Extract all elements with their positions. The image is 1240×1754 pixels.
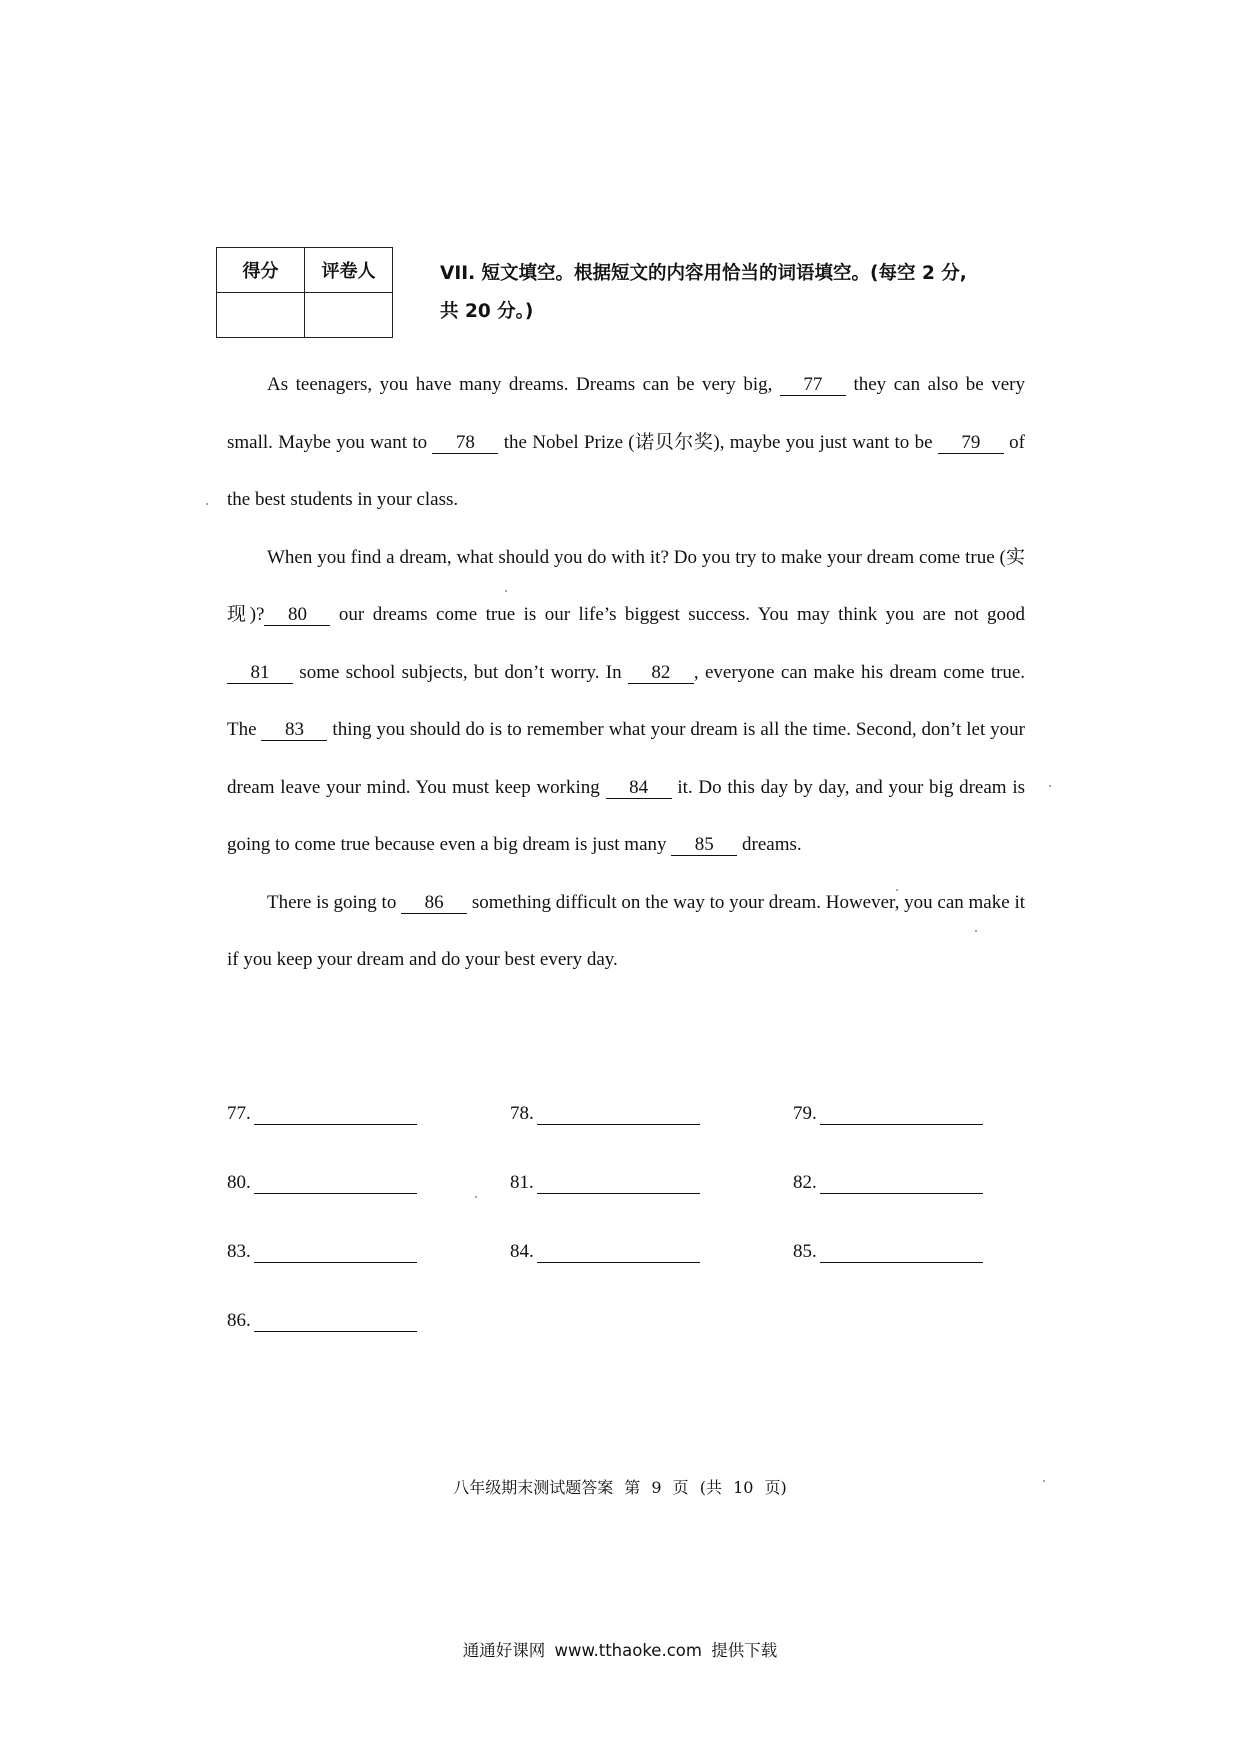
answer-line[interactable]	[537, 1105, 700, 1125]
scan-speck	[475, 1196, 477, 1198]
answer-item-85	[793, 1238, 1027, 1263]
answer-number: 82.	[793, 1172, 817, 1193]
answer-item-82	[793, 1169, 1027, 1194]
score-header: 得分	[217, 248, 305, 293]
grader-header: 评卷人	[305, 248, 393, 293]
blank-86: 86	[401, 893, 467, 914]
section-heading-line1: VII. 短文填空。根据短文的内容用恰当的词语填空。(每空 2 分,	[440, 263, 967, 284]
answer-number: 81.	[510, 1172, 534, 1193]
passage-text: , everyone can make his dream come true. The	[227, 661, 1026, 740]
passage	[227, 356, 1025, 989]
answer-number: 79.	[793, 1103, 817, 1124]
passage-text: they can also be very small. Maybe you want to	[227, 374, 1025, 453]
passage-text: There is going to	[267, 891, 402, 913]
blank-84: 84	[606, 778, 672, 799]
blank-78: 78	[432, 433, 498, 454]
passage-paragraph-1	[227, 356, 1025, 529]
answer-item-86	[227, 1307, 510, 1332]
answer-number: 77.	[227, 1103, 251, 1124]
blank-85: 85	[671, 835, 737, 856]
blank-77: 77	[780, 375, 846, 396]
passage-text: our dreams come true is our life’s biggest success. You may think you are not good	[330, 604, 1026, 625]
section-heading	[440, 255, 1010, 331]
answer-line[interactable]	[254, 1174, 417, 1194]
answer-item-84	[510, 1238, 793, 1263]
answer-line[interactable]	[820, 1105, 983, 1125]
scan-speck	[206, 503, 208, 505]
answer-item-83	[227, 1238, 510, 1263]
answer-item-77	[227, 1100, 510, 1125]
answer-number: 86.	[227, 1310, 251, 1331]
scan-speck	[896, 889, 898, 891]
page-footer: 八年级期末测试题答案 第 9 页 (共 10 页)	[453, 1478, 787, 1497]
answer-item-81	[510, 1169, 793, 1194]
answer-line[interactable]	[820, 1243, 983, 1263]
passage-paragraph-3	[227, 874, 1025, 989]
answer-grid	[227, 1100, 1027, 1332]
scan-speck	[1043, 1480, 1045, 1482]
score-cell[interactable]	[217, 293, 305, 338]
passage-paragraph-2	[227, 529, 1025, 874]
passage-text: dreams.	[737, 834, 802, 855]
scan-speck	[975, 930, 977, 932]
passage-text: something difficult on the way to your dream. However, you can make it if you keep your dream and do your best every day.	[227, 891, 1025, 970]
answer-number: 83.	[227, 1241, 251, 1262]
passage-text: When you find a dream, what should you do with it? Do you try to make your dream come true (实现)?	[227, 546, 1025, 625]
section-heading-line2: 共 20 分。)	[440, 301, 534, 322]
score-table	[216, 247, 393, 338]
answer-line[interactable]	[537, 1243, 700, 1263]
blank-82: 82	[628, 663, 694, 684]
answer-number: 78.	[510, 1103, 534, 1124]
passage-text: As teenagers, you have many dreams. Dreams can be very big,	[267, 374, 780, 395]
answer-number: 85.	[793, 1241, 817, 1262]
answer-line[interactable]	[254, 1105, 417, 1125]
blank-79: 79	[938, 433, 1004, 454]
grader-cell[interactable]	[305, 293, 393, 338]
answer-item-79	[793, 1100, 1027, 1125]
source-line: 通通好课网 www.tthaoke.com 提供下载	[462, 1641, 778, 1660]
passage-text: thing you should do is to remember what your dream is all the time. Second, don’t let your dream leave your mind. You must keep working	[227, 719, 1025, 798]
passage-text: some school subjects, but don’t worry. In	[293, 661, 628, 683]
scan-speck	[1049, 785, 1051, 787]
answer-line[interactable]	[254, 1312, 417, 1332]
blank-83: 83	[261, 720, 327, 741]
answer-item-78	[510, 1100, 793, 1125]
answer-line[interactable]	[254, 1243, 417, 1263]
passage-text: the Nobel Prize (诺贝尔奖), maybe you just want to be	[498, 431, 938, 453]
answer-line[interactable]	[537, 1174, 700, 1194]
scan-speck	[505, 590, 507, 592]
passage-text: it. Do this day by day, and your big dream is going to come true because even a big dream is just many	[227, 776, 1026, 855]
answer-line[interactable]	[820, 1174, 983, 1194]
answer-number: 84.	[510, 1241, 534, 1262]
passage-text: of the best students in your class.	[227, 431, 1025, 510]
answer-item-80	[227, 1169, 510, 1194]
blank-80: 80	[264, 605, 330, 626]
blank-81: 81	[227, 663, 293, 684]
answer-number: 80.	[227, 1172, 251, 1193]
